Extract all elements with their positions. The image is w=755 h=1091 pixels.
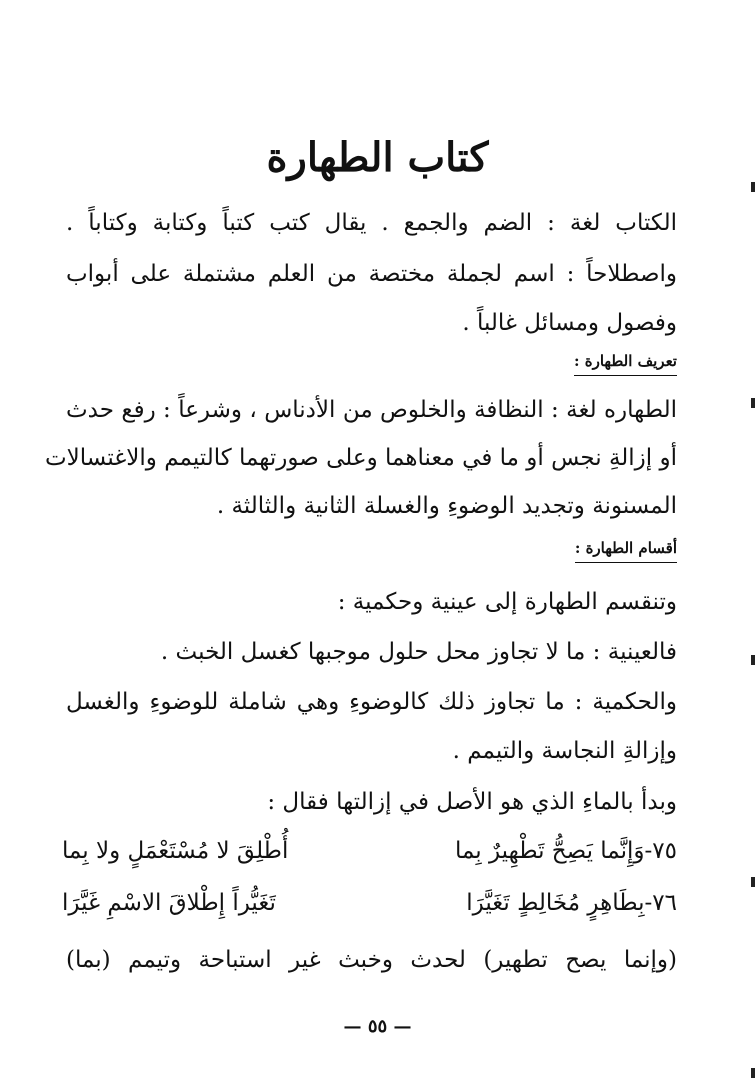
divisions-line-3: والحكمية : ما تجاوز ذلك كالوضوءِ وهي شاملة للوضوءِ والغسل — [66, 689, 677, 715]
poem-hemistich-first: ٧٥-وَإِنَّما يَصِحُّ تَطْهِيرٌ بِما — [454, 838, 677, 864]
section-heading-definition: تعريف الطهارة : — [574, 350, 677, 376]
verse-number: ٧٥ — [652, 838, 677, 864]
divisions-line-4: وإزالةِ النجاسة والتيمم . — [452, 738, 677, 764]
divisions-line-1: وتنقسم الطهارة إلى عينية وحكمية : — [337, 589, 677, 615]
poem-hemistich-first: ٧٦-بِطَاهِرٍ مُخَالِطٍ تَغَيَّرَا — [466, 890, 677, 916]
scan-edge-mark — [751, 182, 755, 192]
intro-line-2: واصطلاحاً : اسم لجملة مختصة من العلم مشتملة على أبواب — [66, 261, 678, 287]
chapter-title: كتاب الطهارة — [266, 134, 489, 181]
scan-edge-mark — [751, 655, 755, 665]
poem-hemistich-second: أُطْلِقَ لا مُسْتَعْمَلٍ ولا بِما — [62, 838, 289, 864]
intro-line-3: وفصول ومسائل غالباً . — [462, 310, 677, 336]
divisions-line-5: وبدأ بالماءِ الذي هو الأصل في إزالتها فقال : — [267, 789, 677, 815]
scan-edge-mark — [751, 398, 755, 408]
scan-edge-mark — [751, 877, 755, 887]
divisions-line-2: فالعينية : ما لا تجاوز محل حلول موجبها كغسل الخبث . — [160, 639, 677, 665]
definition-line-3: المسنونة وتجديد الوضوءِ والغسلة الثانية والثالثة . — [216, 493, 677, 519]
definition-line-1: الطهاره لغة : النظافة والخلوص من الأدناس ، وشرعاً : رفع حدث — [66, 397, 677, 423]
intro-line-1: الكتاب لغة : الضم والجمع . يقال كتب كتباً وكتابة وكتاباً . — [66, 210, 677, 236]
poem-verse — [62, 831, 677, 871]
commentary-line-1: (وإنما يصح تطهير) لحدث وخبث غير استباحة وتيمم (بما) — [66, 947, 677, 973]
poem-verse — [62, 883, 677, 923]
poem-hemistich-second: تَغَيُّراً إِطْلاقَ الاسْمِ غَيَّرَا — [62, 890, 276, 916]
verse-number: ٧٦ — [652, 890, 677, 916]
page-number: — ٥٥ — — [343, 1016, 412, 1037]
definition-line-2: أو إزالةِ نجس أو ما في معناهما وعلى صورتهما كالتيمم والاغتسالات — [45, 445, 677, 471]
scan-edge-mark — [751, 1068, 755, 1078]
section-heading-divisions: أقسام الطهارة : — [575, 537, 677, 563]
